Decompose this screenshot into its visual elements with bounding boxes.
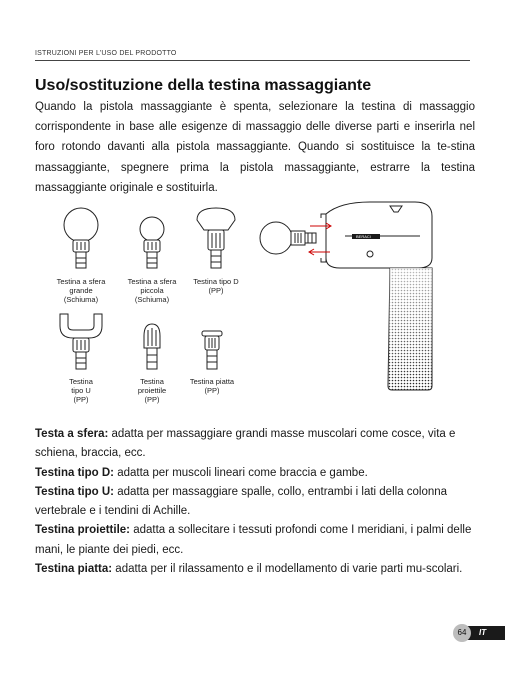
u-head-icon <box>60 314 102 369</box>
d-head-icon <box>197 208 235 268</box>
gun-brand-label: BERACI <box>356 234 371 239</box>
head-descriptions <box>35 425 485 579</box>
head-label-large-ball: Testina a sfera grande (Schiuma) <box>56 277 106 304</box>
description-item <box>35 483 485 522</box>
description-term: Testina tipo U: <box>35 485 115 498</box>
head-label-bullet: Testina proiettile (PP) <box>137 377 167 404</box>
description-item <box>35 464 485 483</box>
large-ball-head-icon <box>64 208 98 268</box>
head-label-d-type: Testina tipo D (PP) <box>193 277 239 295</box>
description-term: Testa a sfera: <box>35 428 109 440</box>
header-divider <box>35 60 470 61</box>
small-ball-head-icon <box>140 217 164 268</box>
head-label-flat: Testina piatta (PP) <box>189 377 235 395</box>
page-number-badge: 64 <box>453 624 471 642</box>
description-term: Testina piatta: <box>35 563 113 576</box>
description-item <box>35 560 485 579</box>
description-text: adatta per massaggiare spalle, collo, entrambi i lati della colonna vertebrale e i tendini di Achille. <box>35 485 448 518</box>
description-text: adatta per muscoli lineari come braccia e gambe. <box>114 466 368 479</box>
head-label-small-ball: Testina a sfera piccola (Schiuma) <box>127 277 177 304</box>
massage-heads-figure <box>40 196 470 416</box>
flat-head-icon <box>202 331 222 369</box>
bullet-head-icon <box>144 324 160 369</box>
section-header: ISTRUZIONI PER L’USO DEL PRODOTTO <box>35 50 177 57</box>
description-text: adatta per il rilassamento e il modellamento di varie parti mu-scolari. <box>112 563 463 576</box>
page-title: Uso/sostituzione della testina massaggiante <box>35 77 372 94</box>
description-text: adatta a sollecitare i tessuti profondi come I meridiani, i palmi delle mani, le piante dei piedi, ecc. <box>35 524 472 556</box>
description-term: Testina proiettile: <box>35 524 130 537</box>
description-term: Testina tipo D: <box>35 466 115 479</box>
intro-paragraph: Quando la pistola massaggiante è spenta, selezionare la testina di massaggio corrispondente in base alle esigenze di massaggio delle diverse parti e inserirla nel foro rotondo davanti alla pistola massaggiante. Quando si sostituisce la te-stina massaggiante, spegnere prima la pistola massaggiante, estrarre la testina massaggiante originale e sostituirla. <box>35 101 475 194</box>
description-item <box>35 425 485 464</box>
head-label-u-type: Testina tipo U (PP) <box>69 377 93 404</box>
description-text: adatta per massaggiare grandi masse muscolari come cosce, vita e schiena, braccia, ecc. <box>35 428 456 460</box>
massage-gun-icon <box>260 202 432 390</box>
language-tab: IT <box>465 626 505 640</box>
description-item <box>35 521 485 560</box>
